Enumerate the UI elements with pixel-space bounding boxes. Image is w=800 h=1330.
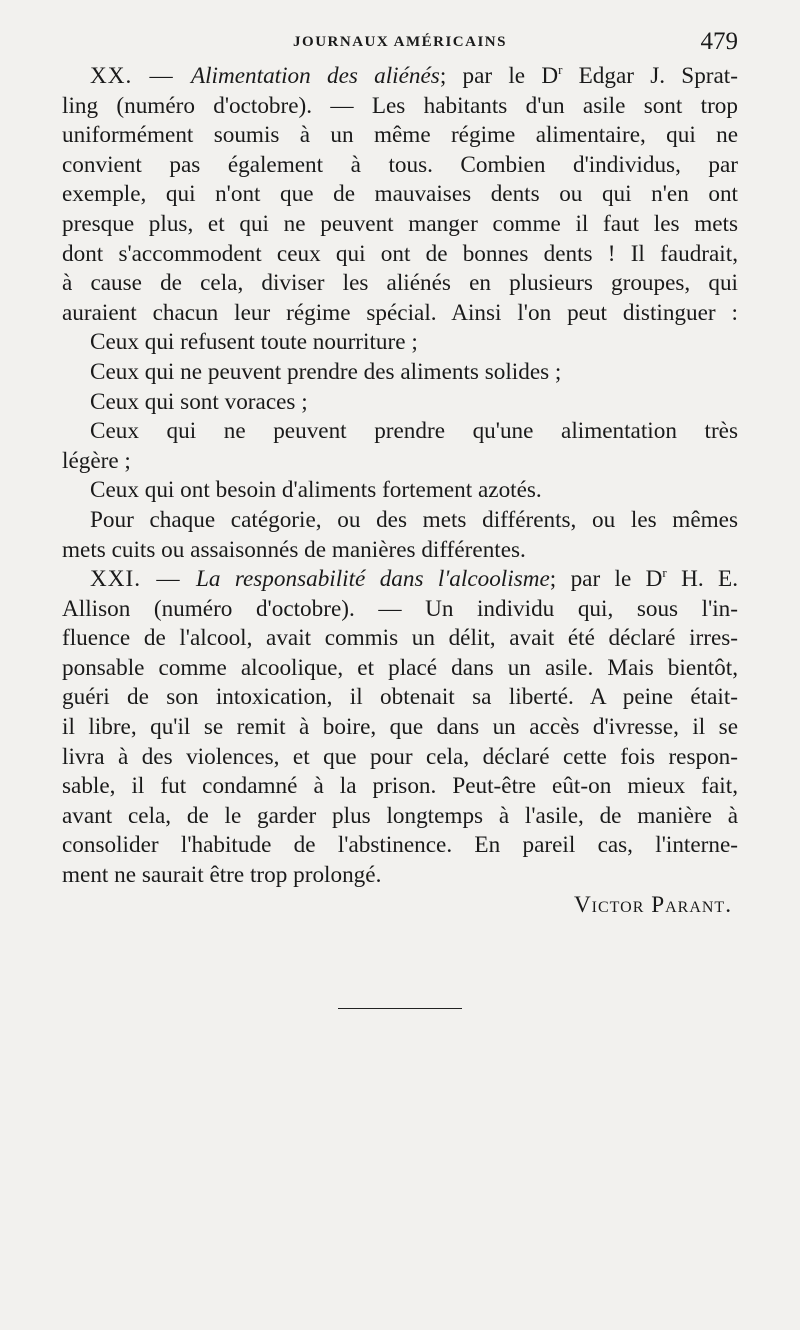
article-xx-number: XX. — [90,63,191,89]
section-rule [338,1008,462,1009]
article-xxi-number: XXI. — [90,566,196,593]
body-text [62,62,738,920]
article-xx-title: Alimentation des aliénés [190,63,440,89]
text-line: ling (numéro d'octobre). — Les habitants d'un asile sont trop [62,92,738,119]
text-line: fluence de l'alcool, avait commis un délit, avait été déclaré irres- [62,625,738,652]
text-line: uniformément soumis à un même régime alimentaire, qui ne [62,122,738,149]
text-line: guéri de son intoxication, il obtenait sa liberté. A peine était- [62,684,738,711]
text-line: Pour chaque catégorie, ou des mets différents, ou les mêmes [90,506,738,533]
text-line: légère ; [62,447,131,474]
author-signature: Victor Parant. [573,891,732,918]
text-line: ment ne saurait être trop prolongé. [62,862,382,889]
running-head [62,28,738,62]
article-xx-heading: XX. — Alimentation des aliénés; par le $D^r$ Edgar J. Sprat- [90,62,738,89]
page-number: 479 [700,28,738,55]
text-line: convient pas également à tous. Combien d'individus, par [62,151,738,178]
list-item: Ceux qui ont besoin d'aliments fortement azotés. [90,477,542,504]
text-line: mets cuits ou assaisonnés de manières différentes. [62,536,526,563]
article-xxi-title: La responsabilité dans l'alcoolisme [195,566,550,593]
text-line: ponsable comme alcoolique, et placé dans un asile. Mais bientôt, [62,654,738,681]
list-item: Ceux qui refusent toute nourriture ; [90,329,418,356]
text-line: sable, il fut condamné à la prison. Peut-être eût-on mieux fait, [62,773,738,800]
text-line: presque plus, et qui ne peuvent manger comme il faut les mets [62,210,738,237]
running-title: JOURNAUX AMÉRICAINS [293,34,507,50]
text-line: exemple, qui n'ont que de mauvaises dents ou qui n'en ont [62,181,738,208]
text-line: Allison (numéro d'octobre). — Un individu qui, sous l'in- [62,595,738,622]
text-line: à cause de cela, diviser les aliénés en plusieurs groupes, qui [62,270,738,297]
list-item: Ceux qui sont voraces ; [90,388,308,415]
page [62,28,738,920]
text-line: livra à des violences, et que pour cela, déclaré cette fois respon- [62,743,738,770]
text-line: auraient chacun leur régime spécial. Ainsi l'on peut distinguer : [62,299,738,326]
text-line: dont s'accommodent ceux qui ont de bonnes dents ! Il faudrait, [62,240,738,267]
list-item: Ceux qui ne peuvent prendre des aliments solides ; [90,358,562,385]
text-line: il libre, qu'il se remit à boire, que dans un accès d'ivresse, il se [62,714,738,741]
text-line: avant cela, de le garder plus longtemps à l'asile, de manière à [62,802,738,829]
list-item: Ceux qui ne peuvent prendre qu'une alimentation très [90,418,738,445]
article-xxi-heading: XXI. — La responsabilité dans l'alcoolisme; par le $D^r$ H. E. [90,565,739,593]
text-line: consolider l'habitude de l'abstinence. En pareil cas, l'interne- [62,832,738,859]
